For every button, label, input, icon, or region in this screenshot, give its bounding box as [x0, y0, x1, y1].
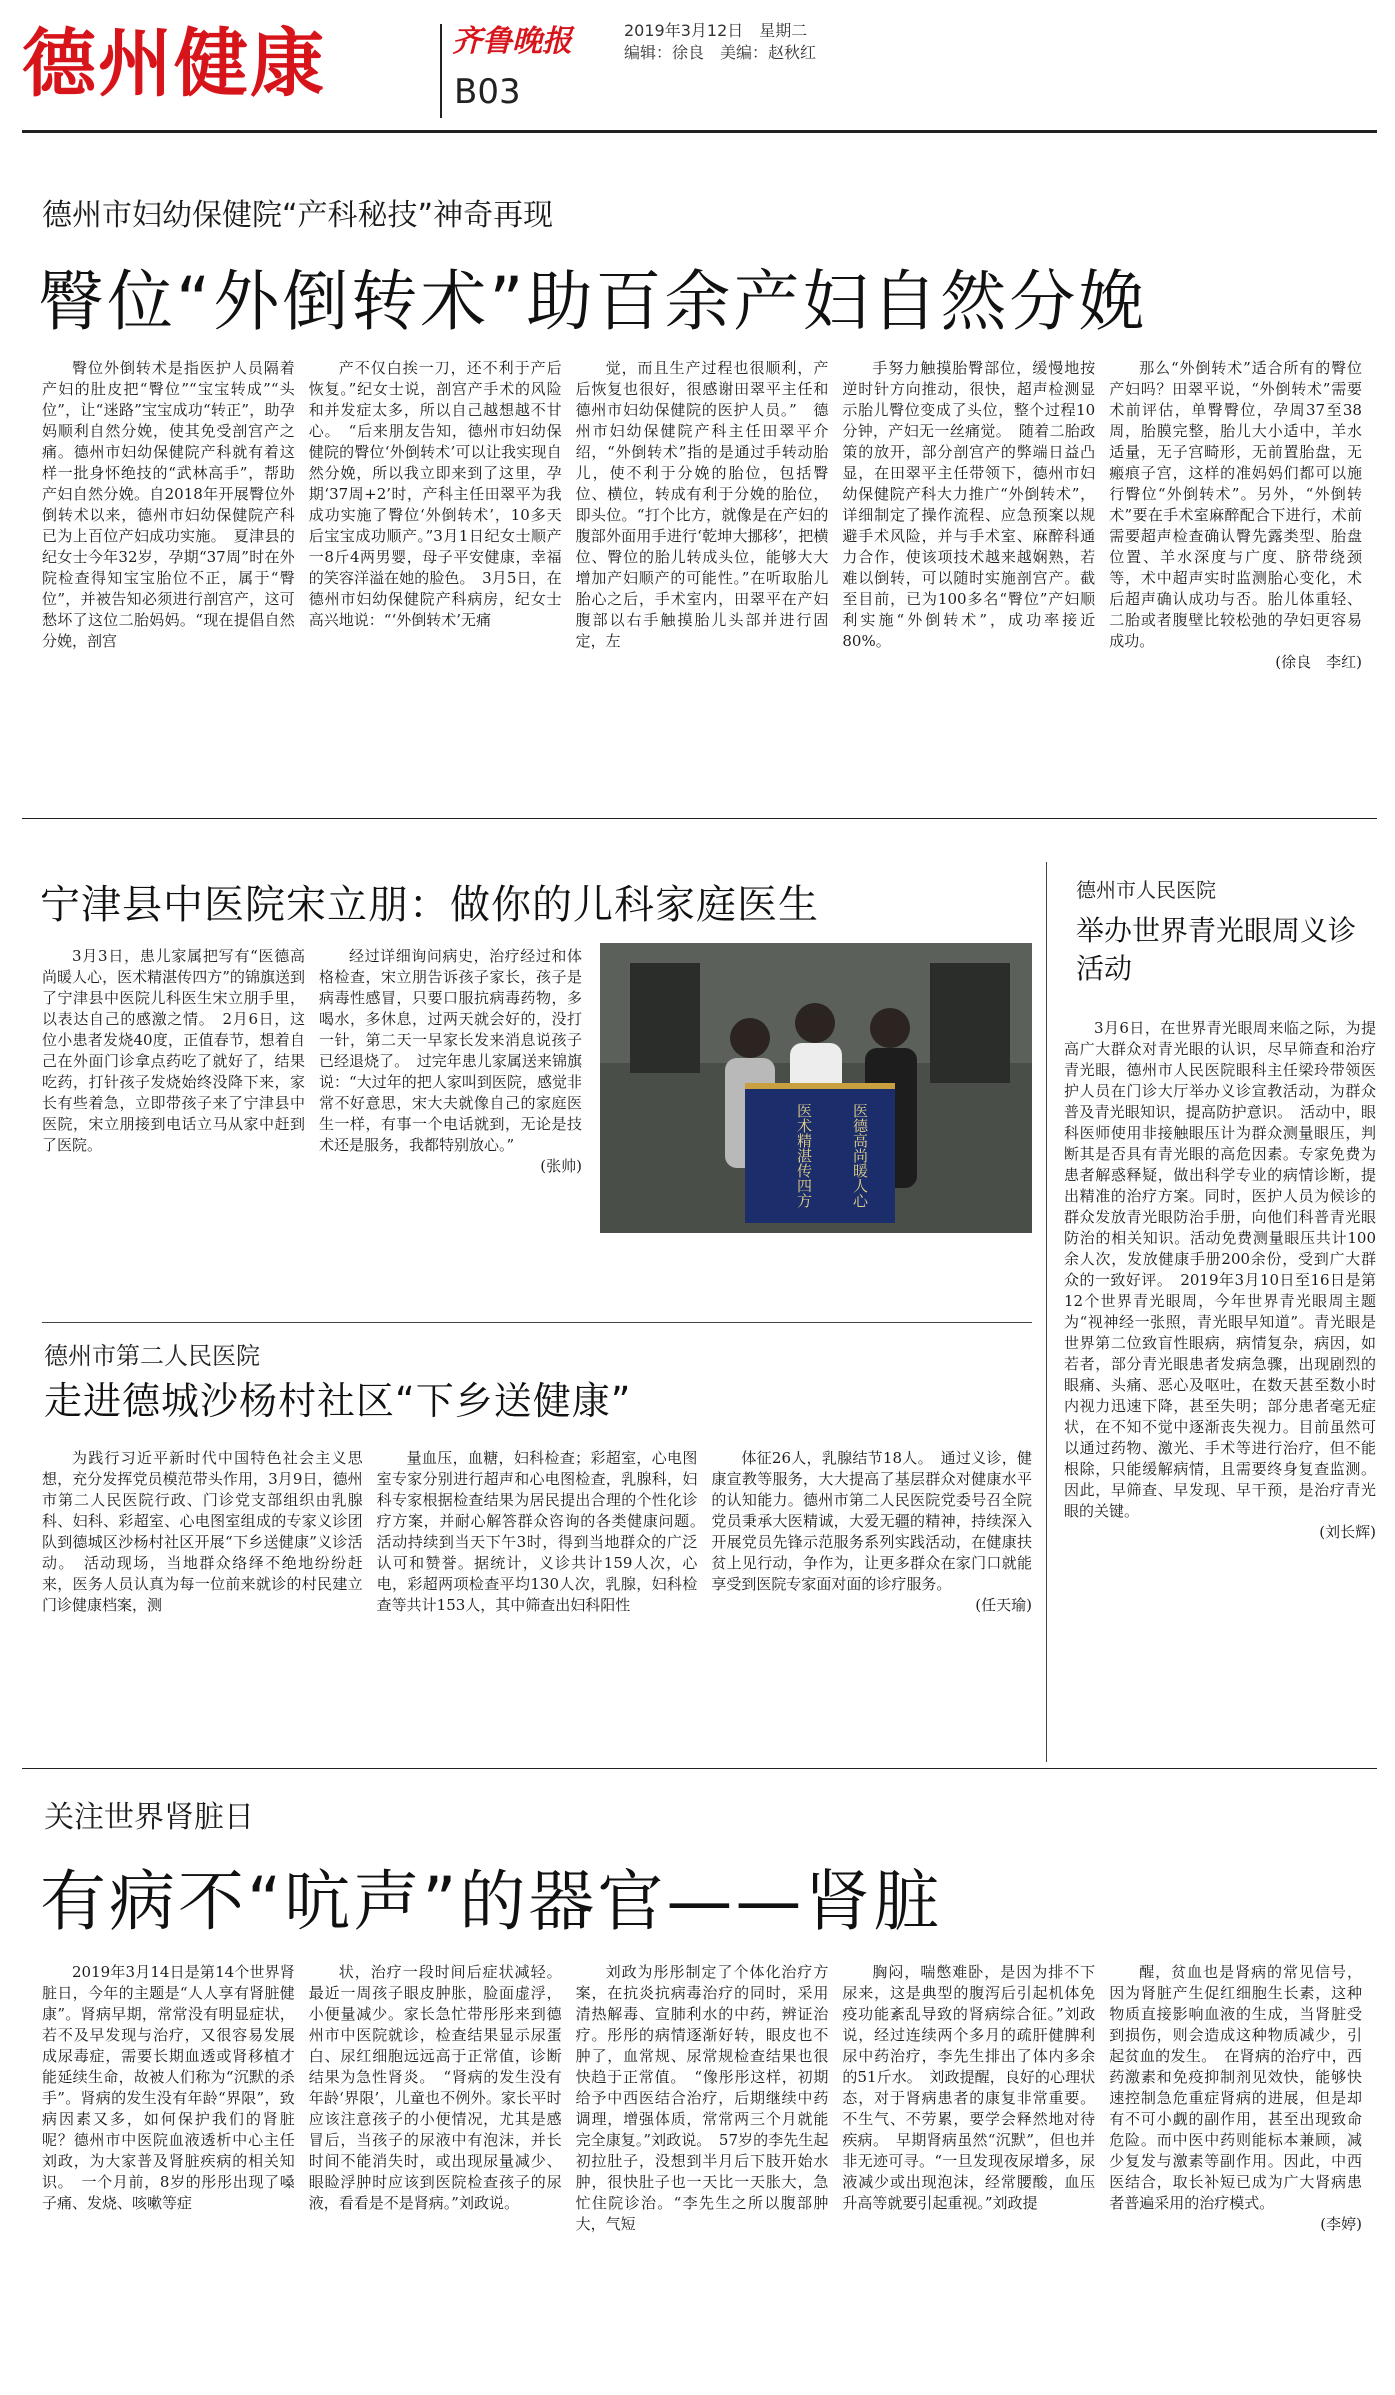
masthead-rule [22, 130, 1377, 133]
section-divider [42, 1322, 1032, 1323]
article2-headline: 宁津县中医院宋立朋：做你的儿科家庭医生 [40, 882, 819, 928]
section-divider [22, 1768, 1377, 1769]
article1-headline: 臀位“外倒转术”助百余产妇自然分娩 [38, 263, 1148, 340]
article1-col: 那么“外倒转术”适合所有的臀位产妇吗？田翠平说，“外倒转术”需要术前评估，单臀臀位，孕周37至38周，胎膜完整，胎儿大小适中，羊水适量，无子宫畸形，无前置胎盘，无瘢痕子宫，这样的准妈妈们都可以施行臀位“外倒转术”。另外，“外倒转术”要在手术室麻醉配合下进行，术前需要超声检查确认臀先露类型、胎盘位置、羊水深度与广度、脐带绕颈等，术中超声实时监测胎心变化，术后超声确认成功与否。胎儿体重轻、二胎或者腹壁比较松弛的孕妇更容易成功。 (徐良 李红) [1109, 359, 1362, 671]
article3-body: 3月6日，在世界青光眼周来临之际，为提高广大群众对青光眼的认识，尽早筛查和治疗青光眼，德州市人民医院眼科主任梁玲带领医护人员在门诊大厅举办义诊宣教活动，为群众普及青光眼知识，提高防护意识。 活动中，眼科医师使用非接触眼压计为群众测量眼压，判断其是否具有青光眼的高危因素。专家免费为患者解惑释疑，做出科学专业的病情诊断，提出精准的治疗方案。同时，医护人员为候诊的群众发放青光眼防治手册，向他们科普青光眼防治的相关知识。活动免费测量眼压共计100余人次，发放健康手册200余份，受到广大群众的一致好评。 2019年3月10日至16日是第12个世界青光眼周，今年世界青光眼周主题为“视神经一张照，青光眼早知道”。青光眼是世界第二位致盲性眼病，病情复杂，病因，如若者，部分青光眼患者发病急骤，出现剧烈的眼痛、头痛、恶心及呕吐，在数天甚至数小时内视力迅速下降，甚至失明；部分患者毫无症状，在不知不觉中逐渐丧失视力。目前虽然可以通过药物、激光、手术等进行治疗，但不能根除，只能缓解病情，且需要终身复查监测。因此，早筛查、早发现、早干预，是治疗青光眼的关键。 (刘长辉) [1064, 1019, 1376, 1541]
article5-col: 2019年3月14日是第14个世界肾脏日，今年的主题是“人人享有肾脏健康”。肾病早期，常常没有明显症状，若不及早发现与治疗，又很容易发展成尿毒症，需要长期血透或肾移植才能延续生命，故被人们称为“沉默的杀手”。肾病的发生没有年龄“界限”，致病因素又多，如何保护我们的肾脏呢？德州市中医院血液透析中心主任刘政，为大家普及肾脏疾病的相关知识。 一个月前，8岁的彤彤出现了嗓子痛、发烧、咳嗽等症 [42, 1963, 295, 2212]
article5-col: 胸闷，喘憋难卧，是因为排不下尿来，这是典型的腹泻后引起机体免疫功能紊乱导致的肾病综合征。”刘政说，经过连续两个多月的疏肝健脾利尿中药治疗，李先生排出了体内多余的51斤水。 刘政提醒，良好的心理状态，对于肾病患者的康复非常重要。不生气、不劳累，要学会释然地对待疾病。 早期肾病虽然“沉默”，但也并非无迹可寻。“一旦发现夜尿增多，尿液减少或出现泡沫，经常腰酸，血压升高等就要引起重视。”刘政提 [842, 1963, 1096, 2212]
article2-byline: (张帅) [540, 1157, 582, 1175]
article3-headline: 举办世界青光眼周义诊活动 [1076, 914, 1357, 985]
article5-byline: (李婷) [1320, 2215, 1362, 2233]
editor-line: 编辑：徐良 美编：赵秋红 [624, 43, 817, 62]
column-divider [1046, 862, 1047, 1762]
article5-col: 状，治疗一段时间后症状减轻。最近一周孩子眼皮肿胀，脸面虚浮，小便量减少。家长急忙带彤彤来到德州市中医院就诊，检查结果显示尿蛋白、尿红细胞远远高于正常值，诊断结果为急性肾炎。 “肾病的发生没有年龄‘界限’，儿童也不例外。家长平时应该注意孩子的小便情况，尤其是感冒后，当孩子的尿液中有泡沫，并长时间不能消失时，或出现尿量减少、眼睑浮肿时应该到医院检查孩子的尿液，看看是不是肾病。”刘政说。 [308, 1963, 562, 2212]
article2-body [42, 946, 582, 1306]
article4-kicker: 德州市第二人民医院 [44, 1342, 260, 1370]
article3-byline: (刘长辉) [1319, 1523, 1376, 1541]
article4-col: 体征26人，乳腺结节18人。 通过义诊，健康宣教等服务，大大提高了基层群众对健康水平的认知能力。德州市第二人民医院党委号召全院党员秉承大医精诚，大爱无疆的精神，持续深入开展党员先锋示范服务系列实践活动，在健康扶贫上见行动，争作为，让更多群众在家门口就能享受到医院专家面对面的诊疗服务。 (任天瑜) [711, 1449, 1033, 1614]
article2-col: 3月3日，患儿家属把写有“医德高尚暖人心，医术精湛传四方”的锦旗送到了宁津县中医院儿科医生宋立朋手里，以表达自己的感激之情。 2月6日，这位小患者发烧40度，正值春节，想着自己在外面门诊拿点药吃了就好了，结果吃药，打针孩子发烧始终没降下来，家长有些着急，立即带孩子来了宁津县中医院，宋立朋接到电话立马从家中赶到了医院。 [42, 947, 305, 1154]
article5-kicker: 关注世界肾脏日 [44, 1800, 254, 1835]
banner-line-1: 医德高尚暖人心 [851, 1103, 869, 1208]
article1-col: 觉，而且生产过程也很顺利，产后恢复也很好，很感谢田翠平主任和德州市妇幼保健院的医护人员。” 德州市妇幼保健院产科主任田翠平介绍，“外倒转术”指的是通过手转动胎儿，使不利于分娩的胎位，包括臀位、横位，转成有利于分娩的胎位，即头位。“打个比方，就像是在产妇的腹部外面用手进行‘乾坤大挪移’，把横位、臀位的胎儿转成头位，能够大大增加产妇顺产的可能性。”在听取胎儿胎心之后，手术室内，田翠平在产妇腹部以右手触摸胎儿头部并进行固定，左 [575, 359, 829, 650]
article4-col: 量血压，血糖，妇科检查；彩超室，心电图室专家分别进行超声和心电图检查，乳腺科，妇科专家根据检查结果为居民提出合理的个性化诊疗方案，并耐心解答群众咨询的各类健康问题。 活动持续到当天下午3时，得到当地群众的广泛认可和赞誉。据统计，义诊共计159人次，心电，彩超两项检查平均130人次，乳腺，妇科检查等共计153人，其中筛查出妇科阳性 [376, 1449, 713, 1614]
page-number: B03 [454, 72, 521, 112]
article3-kicker: 德州市人民医院 [1076, 878, 1216, 902]
masthead [22, 18, 1377, 128]
article2-col: 经过详细询问病史，治疗经过和体格检查，宋立朋告诉孩子家长，孩子是病毒性感冒，只要口服抗病毒药物，多喝水，多休息，过两天就会好的，没打一针，第二天一早家长发来消息说孩子已经退烧了。 过完年患儿家属送来锦旗说：“大过年的把人家叫到医院，感觉非常不好意思，宋大夫就像自己的家庭医生一样，有事一个电话就到，无论是技术还是服务，我都特别放心。” (张帅) [319, 947, 582, 1175]
article5-col: 醒，贫血也是肾病的常见信号，因为肾脏产生促红细胞生长素，这种物质直接影响血液的生成，当肾脏受到损伤，则会造成这种物质减少，引起贫血的发生。 在肾病的治疗中，西药激素和免疫抑制剂见效快，能够快速控制急危重症肾病的进展，但是却有不可小觑的副作用，甚至出现致命危险。而中医中药则能标本兼顾，减少复发与激素等副作用。因此，中西医结合，取长补短已成为广大肾病患者普遍采用的治疗模式。 (李婷) [1109, 1963, 1362, 2233]
issue-date: 2019年3月12日 星期二 [624, 21, 808, 40]
section-title: 德州健康 [22, 21, 326, 107]
article1-col: 手努力触摸胎臀部位，缓慢地按逆时针方向推动，很快，超声检测显示胎儿臀位变成了头位，整个过程10分钟，产妇无一丝痛觉。 随着二胎政策的放开，部分剖宫产的弊端日益凸显，在田翠平主任带领下，德州市妇幼保健院产科大力推广“外倒转术”，详细制定了操作流程、应急预案以规避手术风险，并与手术室、麻醉科通力合作，使该项技术越来越娴熟，若难以倒转，可以随时实施剖宫产。截至目前，已为100多名“臀位”产妇顺利实施“外倒转术”，成功率接近80%。 [842, 359, 1096, 650]
issue-info [624, 20, 816, 64]
newspaper-logo: 齐鲁晚报 [452, 24, 572, 59]
article1-col: 产不仅白挨一刀，还不利于产后恢复。”纪女士说，剖宫产手术的风险和并发症太多，所以自己越想越不甘心。 “后来朋友告知，德州市妇幼保健院的臀位‘外倒转术’可以让我实现自然分娩，所以我立即来到了这里，孕期‘37周+2’时，产科主任田翠平为我成功实施了臀位‘外倒转术’，10多天后宝宝成功顺产。”3月1日纪女士顺产一8斤4两男婴，母子平安健康，幸福的笑容洋溢在她的脸色。 3月5日，在德州市妇幼保健院产科病房，纪女士高兴地说：“‘外倒转术’无痛 [308, 359, 562, 629]
section-divider [22, 818, 1377, 819]
article2-photo [600, 943, 1032, 1233]
article4-col: 为践行习近平新时代中国特色社会主义思想，充分发挥党员模范带头作用，3月9日，德州市第二人民医院行政、门诊党支部组织由乳腺科、妇科、彩超室、心电图室组成的专家义诊团队到德城区沙杨村社区开展“下乡送健康”义诊活动。 活动现场，当地群众络绎不绝地纷纷赶来，医务人员认真为每一位前来就诊的村民建立门诊健康档案，测 [42, 1449, 363, 1614]
masthead-divider [440, 24, 442, 118]
article5-body [42, 1962, 1362, 2382]
article5-headline: 有病不“吭声”的器官——肾脏 [40, 1863, 943, 1940]
article5-col: 刘政为彤彤制定了个体化治疗方案，在抗炎抗病毒治疗的同时，采用清热解毒、宣肺利水的中药，辨证治疗。彤彤的病情逐渐好转，眼皮也不肿了，血常规、尿常规检查结果也很快趋于正常值。 “像彤彤这样，初期给予中西医结合治疗，后期继续中药调理，增强体质，常常两三个月就能完全康复。”刘政说。 57岁的李先生起初拉肚子，没想到半月后下肢开始水肿，很快肚子也一天比一天胀大，急忙住院诊治。“李先生之所以腹部肿大，气短 [575, 1963, 829, 2233]
article1-body [42, 358, 1362, 802]
banner-line-2: 医术精湛传四方 [795, 1103, 813, 1208]
article4-headline: 走进德城沙杨村社区“下乡送健康” [44, 1379, 632, 1423]
article1-col: 臀位外倒转术是指医护人员隔着产妇的肚皮把“臀位”“宝宝转成”“头位”，让“迷路”宝宝成功“转正”，助孕妈顺利自然分娩，使其免受剖宫产之痛。德州市妇幼保健院产科就有着这样一批身怀绝技的“武林高手”，帮助产妇自然分娩。自2018年开展臀位外倒转术以来，德州市妇幼保健院产科已为上百位产妇成功实施。 夏津县的纪女士今年32岁，孕期“37周”时在外院检查得知宝宝胎位不正，属于“臀位”，并被告知必须进行剖宫产，这可愁坏了这位二胎妈妈。“现在提倡自然分娩，剖宫 [42, 359, 295, 650]
article4-body [42, 1448, 1032, 1748]
article1-byline: (徐良 李红) [1275, 653, 1362, 671]
article1-kicker: 德州市妇幼保健院“产科秘技”神奇再现 [42, 198, 554, 233]
article4-byline: (任天瑜) [975, 1596, 1033, 1614]
